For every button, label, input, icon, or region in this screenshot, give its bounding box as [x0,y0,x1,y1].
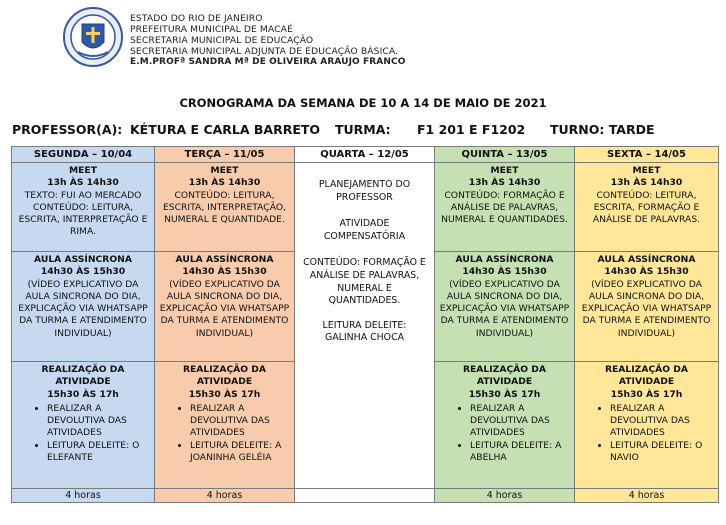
activity-cell-thursday [435,362,575,489]
activity-cell-friday [575,362,719,489]
async-title: AULA ASSÍNCRONA [34,254,132,265]
hours-thursday: 4 horas [435,489,575,503]
async-time: 14h30 ÀS 15h30 [40,266,126,278]
activity-item-reading: • LEITURA DELEITE: A ABELHA [470,440,571,465]
meet-title: MEET [632,165,661,176]
hours-wednesday [295,489,435,503]
org-line-city: PREFEITURA MUNICIPAL DE MACAÉ [130,24,293,35]
municipal-seal-icon [62,4,124,70]
activity-list [15,403,151,464]
activity-item-return: • REALIZAR A DEVOLUTIVA DAS ATIVIDADES [47,403,151,440]
day-header-thursday: QUINTA – 13/05 [435,147,575,163]
meet-time: 13h ÀS 14h30 [468,177,541,189]
activity-time: 15h30 ÀS 17h [47,388,119,400]
hours-monday: 4 horas [12,489,155,503]
activity-time: 15h30 ÀS 17h [188,388,261,400]
async-title: AULA ASSÍNCRONA [597,254,696,265]
shift-label: TURNO: TARDE [550,122,655,137]
org-line-secretary: SECRETARIA MUNICIPAL DE EDUCAÇÃO [130,35,314,46]
wednesday-compensatory: ATIVIDADE COMPENSATÓRIA [323,218,406,242]
class-value: F1 201 E F1202 [417,122,526,137]
meet-content-monday: TEXTO: FUI AO MERCADO CONTEÚDO: LEITURA, ESCRITA, INTERPRETAÇÃO E RIMA. [18,189,148,238]
async-title: AULA ASSÍNCRONA [455,254,554,265]
meet-time: 13h ÀS 14h30 [47,177,119,189]
weekly-schedule-table [11,146,719,503]
meet-title: MEET [490,165,519,176]
async-description: (VÍDEO EXPLICATIVO DA AULA SINCRONA DO DIA, EXPLICAÇÃO VIA WHATSAPP DA TURMA E ATENDIMENTO INDIVIDUAL) [18,278,148,339]
async-description: (VÍDEO EXPLICATIVO DA AULA SINCRONA DO DIA, EXPLICAÇÃO VIA WHATSAPP DA TURMA E ATENDIMENTO INDIVIDUAL) [439,278,570,339]
meet-cell-thursday [435,163,575,252]
activity-item-reading: • LEITURA DELEITE: O ELEFANTE [47,440,151,465]
document-title: CRONOGRAMA DA SEMANA DE 10 A 14 DE MAIO DE 2021 [179,96,547,110]
meet-cell-tuesday [155,163,295,252]
activity-list [578,403,715,464]
teacher-label: PROFESSOR(A): [12,122,123,137]
wednesday-content: CONTEÚDO: FORMAÇÃO E ANÁLISE DE PALAVRAS, NUMERAL E QUANTIDADES. [303,257,426,307]
day-header-tuesday: TERÇA – 11/05 [155,147,295,163]
letterhead [62,4,662,74]
day-header-row [12,147,719,163]
activity-item-return: • REALIZAR A DEVOLUTIVA DAS ATIVIDADES [610,403,715,440]
day-header-monday: SEGUNDA – 10/04 [12,147,155,163]
activity-cell-monday [12,362,155,489]
activity-title: REALIZAÇÃO DA ATIVIDADE [182,364,267,388]
meet-title: MEET [69,165,97,176]
async-cell-monday [12,252,155,362]
async-cell-friday [575,252,719,362]
class-info-row [12,122,712,138]
meet-time: 13h ÀS 14h30 [188,177,261,189]
day-header-wednesday: QUARTA – 12/05 [295,147,435,163]
activity-item-reading: • LEITURA DELEITE: A JOANINHA GELÉIA [190,440,291,465]
wednesday-cell [295,163,435,489]
meet-cell-monday [12,163,155,252]
async-time: 14h30 ÀS 15h30 [604,266,689,278]
async-description: (VÍDEO EXPLICATIVO DA AULA SINCRONA DO DIA, EXPLICAÇÃO VIA WHATSAPP DA TURMA E ATENDIMENTO INDIVIDUAL) [581,278,712,339]
hours-tuesday: 4 horas [155,489,295,503]
wednesday-planning: PLANEJAMENTO DO PROFESSOR [318,179,411,203]
activity-item-reading: • LEITURA DELEITE: O NAVIO [610,440,715,465]
activity-time: 15h30 ÀS 17h [610,388,683,400]
activity-time: 15h30 ÀS 17h [468,388,541,400]
wednesday-reading: LEITURA DELEITE: GALINHA CHOCA [322,319,407,344]
organization-lines [130,13,405,68]
activity-list [438,403,571,464]
day-header-friday: SEXTA – 14/05 [575,147,719,163]
activity-title: REALIZAÇÃO DA ATIVIDADE [462,364,547,388]
meet-content-thursday: CONTEÚDO: FORMAÇÃO E ANÁLISE DE PALAVRAS, NUMERAL E QUANTIDADES. [441,189,568,226]
async-time: 14h30 ÀS 15h30 [182,266,267,278]
hours-row [12,489,719,503]
activity-cell-tuesday [155,362,295,489]
class-label: TURMA: [335,122,391,137]
hours-friday: 4 horas [575,489,719,503]
org-line-adjunct: SECRETARIA MUNICIPAL ADJUNTA DE EDUCAÇÃO BÁSICA. [130,46,399,57]
meet-content-tuesday: CONTEÚDO: LEITURA, ESCRITA, INTERPRETAÇÃO, NUMERAL E QUANTIDADE. [163,189,286,226]
activity-item-return: • REALIZAR A DEVOLUTIVA DAS ATIVIDADES [190,403,291,440]
async-description: (VÍDEO EXPLICATIVO DA AULA SINCRONA DO DIA, EXPLICAÇÃO VIA WHATSAPP DA TURMA E ATENDIMENTO INDIVIDUAL) [159,278,290,339]
meet-title: MEET [210,165,239,176]
teacher-name: KÉTURA E CARLA BARRETO [130,122,321,137]
org-line-state: ESTADO DO RIO DE JANEIRO [130,13,263,24]
async-time: 14h30 ÀS 15h30 [462,266,547,278]
async-title: AULA ASSÍNCRONA [175,254,274,265]
meet-cell-friday [575,163,719,252]
org-line-school: E.M.PROFª SANDRA Mª DE OLIVEIRA ARAUJO FRANCO [130,57,406,67]
async-cell-thursday [435,252,575,362]
meet-time: 13h ÀS 14h30 [610,177,683,189]
activity-title: REALIZAÇÃO DA ATIVIDADE [604,364,689,388]
activity-item-return: • REALIZAR A DEVOLUTIVA DAS ATIVIDADES [470,403,571,440]
async-cell-tuesday [155,252,295,362]
meet-content-friday: CONTEÚDO: LEITURA, ESCRITA, FORMAÇÃO E ANÁLISE DE PALAVRAS. [592,189,701,226]
activity-list [158,403,291,464]
activity-title: REALIZAÇÃO DA ATIVIDADE [41,364,125,388]
meet-row [12,163,719,252]
